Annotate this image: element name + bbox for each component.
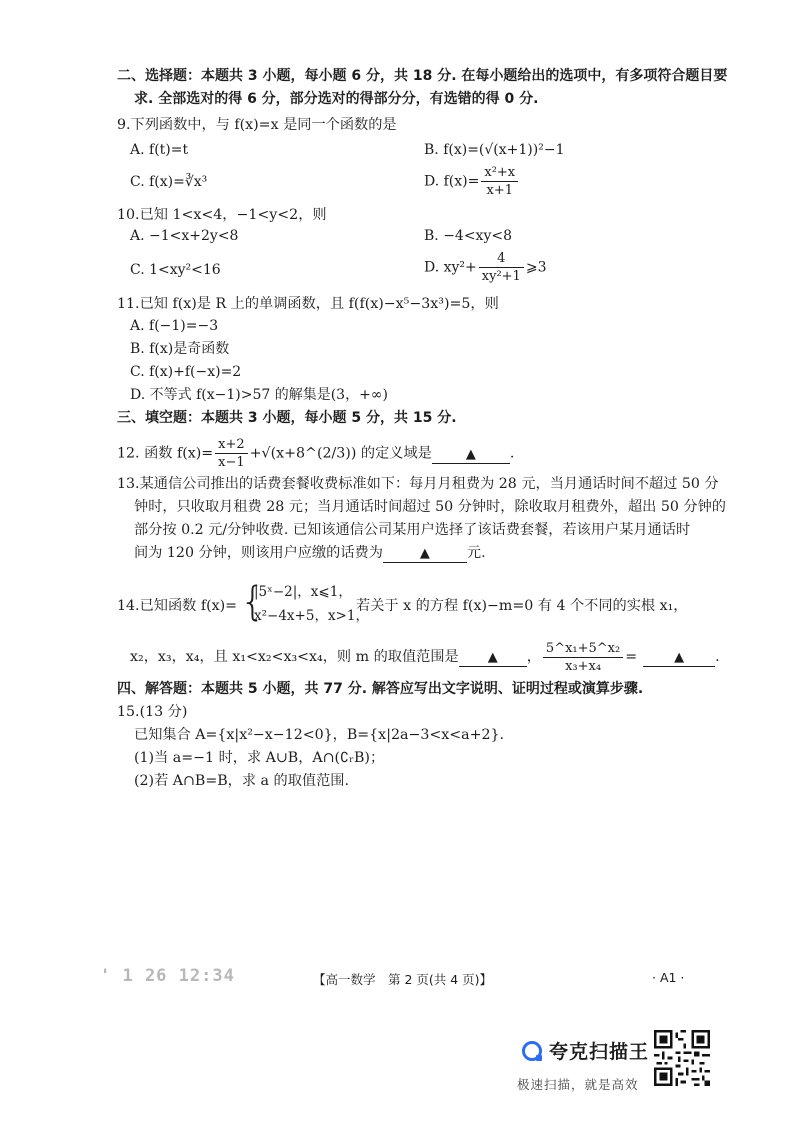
q9-option-d bbox=[424, 164, 520, 199]
q10-option-d-denominator: xy²+1 bbox=[481, 269, 521, 284]
scanner-brand-name: 夸克扫描王 bbox=[549, 1041, 650, 1063]
q9-option-d-fraction bbox=[481, 164, 518, 199]
q11-option-b: B. f(x)是奇函数 bbox=[130, 341, 230, 357]
q13-line4-suffix: 元. bbox=[466, 545, 486, 561]
q9-option-a: A. f(t)=t bbox=[130, 142, 189, 158]
q9-option-c: C. f(x)=∛x³ bbox=[130, 174, 208, 190]
q12-answer-blank bbox=[432, 446, 510, 464]
q9-stem: 9.下列函数中，与 f(x)=x 是同一个函数的是 bbox=[117, 117, 397, 133]
q14-end: . bbox=[715, 649, 720, 665]
q13-line4 bbox=[134, 543, 486, 563]
q15-given: 已知集合 A={x|x²−x−12<0}，B={x|2a−3<x<a+2}. bbox=[134, 727, 505, 743]
q9-option-d-denominator: x+1 bbox=[486, 183, 513, 198]
q12-prefix: 12. 函数 f(x)= bbox=[117, 445, 214, 462]
q14-fraction-numerator: 5^x₁+5^x₂ bbox=[543, 640, 623, 658]
q10-option-d-fraction bbox=[479, 250, 524, 285]
q14-line2-prefix: x₂，x₃，x₄，且 x₁<x₂<x₃<x₄，则 m 的取值范围是 bbox=[130, 649, 459, 665]
q13-line4-prefix: 间为 120 分钟，则该用户应缴的话费为 bbox=[134, 545, 383, 561]
q9-option-b: B. f(x)=(√(x+1))²−1 bbox=[424, 142, 565, 158]
q14-blank2-marker: ▲ bbox=[674, 650, 685, 665]
section-2-heading-line2: 求. 全部选对的得 6 分，部分选对的得部分分，有选错的得 0 分. bbox=[134, 91, 539, 107]
q11-option-a: A. f(−1)=−3 bbox=[130, 318, 219, 334]
q14-case1: |5ˣ−2|，x⩽1， bbox=[254, 584, 352, 600]
section-4-heading: 四、解答题：本题共 5 小题，共 77 分. 解答应写出文字说明、证明过程或演算步骤. bbox=[117, 681, 644, 697]
q15-part1: (1)当 a=−1 时，求 A∪B，A∩(∁ᵣB)； bbox=[134, 750, 385, 766]
page-footer-code: · A1 · bbox=[652, 970, 685, 985]
q14-answer-blank-1 bbox=[459, 649, 527, 667]
q13-line1: 13.某通信公司推出的话费套餐收费标准如下：每月月租费为 28 元，当月通话时间不超过 50 分 bbox=[117, 476, 719, 492]
q14-comma: ， bbox=[526, 649, 541, 665]
q14-prefix: 14.已知函数 f(x)= bbox=[117, 598, 238, 614]
q13-answer-blank bbox=[383, 545, 467, 563]
section-3-heading: 三、填空题：本题共 3 小题，每小题 5 分，共 15 分. bbox=[117, 410, 457, 426]
q10-option-d-prefix: D. xy²+ bbox=[424, 259, 477, 276]
q14-case2: x²−4x+5，x>1， bbox=[254, 608, 369, 624]
q14-piecewise-brace: { bbox=[240, 579, 266, 625]
q12-blank-marker: ▲ bbox=[465, 446, 476, 462]
q14-blank1-marker: ▲ bbox=[487, 650, 498, 665]
q13-blank-marker: ▲ bbox=[419, 546, 430, 561]
q14-equals: = bbox=[625, 649, 638, 665]
q15-part2: (2)若 A∩B=B，求 a 的取值范围. bbox=[134, 773, 349, 789]
q14-line2 bbox=[130, 638, 720, 676]
q14-fraction bbox=[543, 640, 623, 675]
q11-option-d: D. 不等式 f(x−1)>57 的解集是(3，+∞) bbox=[130, 387, 388, 403]
q15-title: 15.(13 分) bbox=[117, 704, 188, 720]
q11-stem: 11.已知 f(x)是 R 上的单调函数，且 f(f(x)−x⁵−3x³)=5，则 bbox=[117, 296, 499, 312]
page-footer-label: 【高一数学 第 2 页(共 4 页)】 bbox=[313, 972, 493, 987]
q11-option-c: C. f(x)+f(−x)=2 bbox=[130, 364, 242, 380]
scanner-logo-icon bbox=[522, 1041, 542, 1061]
scanner-slogan: 极速扫描，就是高效 bbox=[517, 1077, 639, 1092]
q12-denominator: x−1 bbox=[218, 455, 245, 470]
q9-option-d-prefix: D. f(x)= bbox=[424, 173, 480, 190]
q10-option-a: A. −1<x+2y<8 bbox=[130, 228, 239, 244]
q12-fraction bbox=[215, 436, 248, 471]
scan-timestamp-stamp: ' 1 26 12:34 bbox=[100, 966, 235, 986]
scanner-brand bbox=[522, 1037, 649, 1064]
q10-option-d-numerator: 4 bbox=[479, 250, 524, 268]
q10-option-b: B. −4<xy<8 bbox=[424, 228, 512, 244]
q12-mid: +√(x+8^(2/3)) 的定义域是 bbox=[249, 445, 432, 462]
qr-code-icon bbox=[654, 1030, 710, 1086]
q10-option-c: C. 1<xy²<16 bbox=[130, 262, 221, 278]
q10-stem: 10.已知 1<x<4，−1<y<2，则 bbox=[117, 207, 327, 223]
section-2-heading-line1: 二、选择题：本题共 3 小题，每小题 6 分，共 18 分. 在每小题给出的选项中，有多项符合题目要 bbox=[117, 68, 728, 84]
q9-option-d-numerator: x²+x bbox=[481, 164, 518, 182]
q12-suffix: . bbox=[509, 445, 515, 462]
q10-option-d bbox=[424, 250, 546, 285]
q14-answer-blank-2 bbox=[643, 649, 715, 667]
q14-fraction-denominator: x₃+x₄ bbox=[565, 658, 602, 674]
q14-after: 若关于 x 的方程 f(x)−m=0 有 4 个不同的实根 x₁， bbox=[356, 598, 688, 614]
q13-line3: 部分按 0.2 元/分钟收费. 已知该通信公司某用户选择了该话费套餐，若该用户某月通话时 bbox=[134, 522, 691, 538]
q10-option-d-suffix: ⩾3 bbox=[525, 259, 547, 276]
q12-numerator: x+2 bbox=[215, 436, 248, 454]
q12 bbox=[117, 436, 514, 471]
q13-line2: 钟时，只收取月租费 28 元；当月通话时间超过 50 分钟时，除收取月租费外，超出 50 分钟的 bbox=[134, 499, 726, 515]
